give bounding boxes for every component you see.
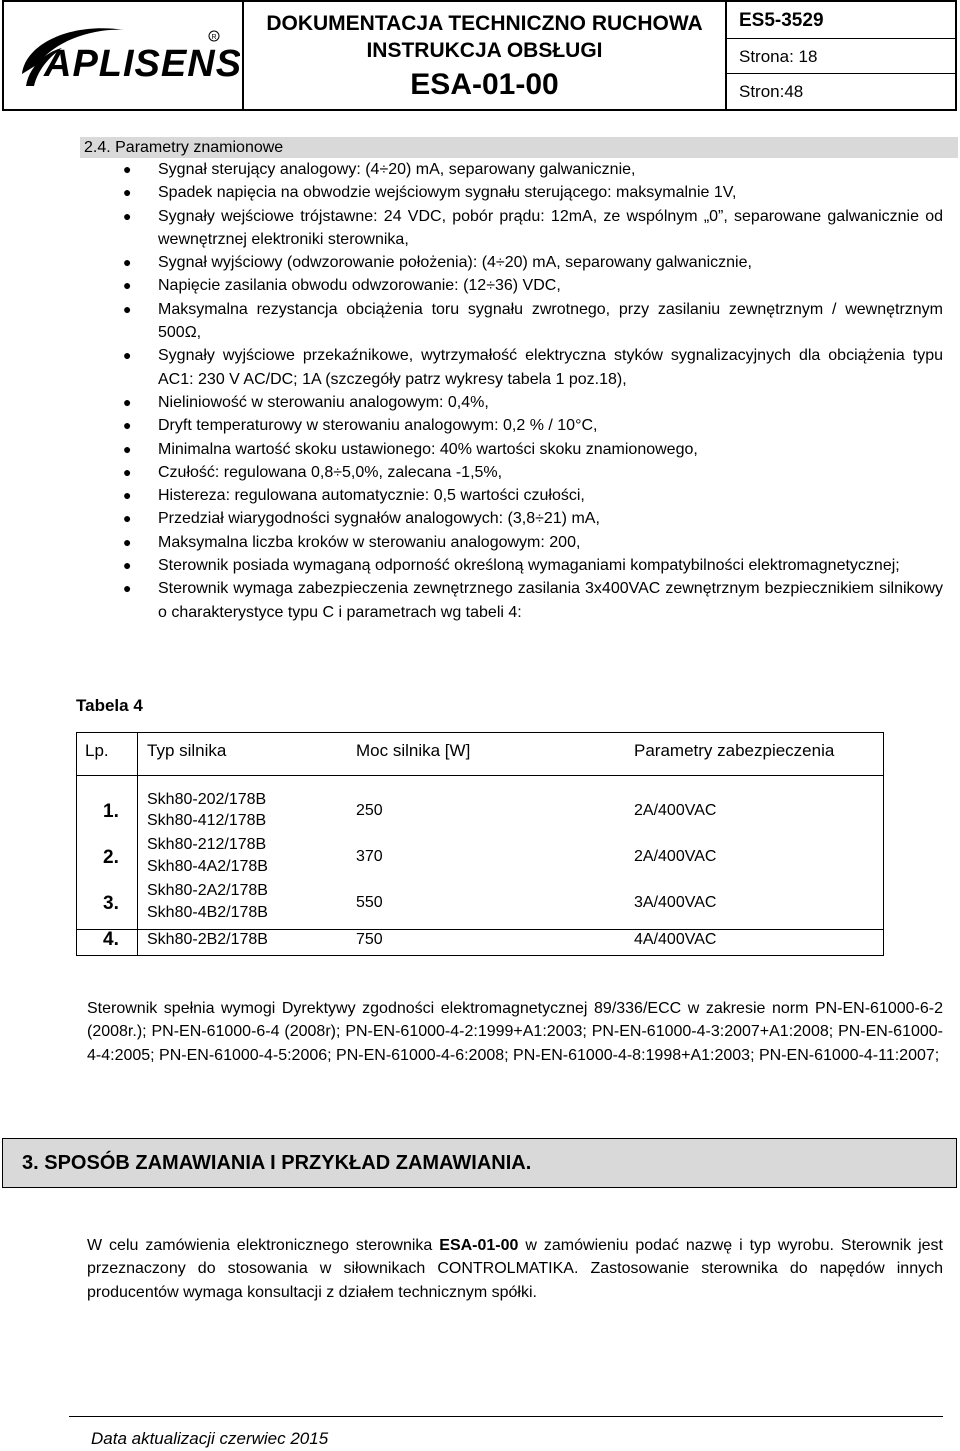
ordering-text: W celu zamówienia elektronicznego sterownika [87, 1237, 440, 1254]
parameter-item [123, 274, 943, 297]
header-title-line1: DOKUMENTACJA TECHNICZNO RUCHOWA [266, 12, 703, 35]
bullet-icon: ● [123, 510, 132, 527]
parameter-item [123, 298, 943, 345]
bullet-icon: ● [123, 417, 132, 434]
bullet-icon: ● [123, 487, 132, 504]
table-column-divider [137, 733, 138, 955]
bullet-icon: ● [123, 161, 132, 177]
product-code-bold: ESA-01-00 [439, 1237, 519, 1254]
protection-value: 2A/400VAC [634, 802, 717, 819]
bullet-icon: ● [123, 580, 132, 597]
aplisens-logo [4, 2, 244, 109]
parameter-item [123, 205, 943, 252]
protection-value: 4A/400VAC [634, 931, 717, 948]
section-heading-2-4: 2.4. Parametry znamionowe [80, 137, 958, 158]
parameter-text: Sygnały wyjściowe przekaźnikowe, wytrzymałość elektryczna styków sygnalizacyjnych dla obciążenia typu AC1: 230 V AC/DC; 1A (szczegóły patrz wykresy tabela 1 poz.18), [158, 347, 943, 388]
ordering-paragraph [87, 1234, 943, 1304]
motor-type: Skh80-4A2/178B [147, 858, 268, 875]
parameter-text: Przedział wiarygodności sygnałów analogowych: (3,8÷21) mA, [158, 510, 600, 528]
motor-type: Skh80-4B2/178B [147, 904, 268, 921]
bullet-icon: ● [123, 277, 132, 294]
protection-value: 3A/400VAC [634, 894, 717, 911]
footer-rule [69, 1416, 943, 1417]
parameter-text: Sygnał sterujący analogowy: (4÷20) mA, separowany galwanicznie, [158, 161, 636, 178]
motor-power: 370 [356, 848, 383, 865]
parameter-item [123, 158, 943, 181]
motor-power: 250 [356, 802, 383, 819]
parameter-item [123, 438, 943, 461]
column-header-lp: Lp. [85, 741, 109, 760]
parameter-item [123, 344, 943, 391]
motor-protection-table [76, 732, 884, 956]
motor-type: Skh80-202/178B [147, 791, 267, 808]
parameter-text: Sygnał wyjściowy (odwzorowanie położenia): (4÷20) mA, separowany galwanicznie, [158, 254, 752, 272]
parameter-item [123, 507, 943, 530]
doc-code: ES5-3529 [727, 2, 955, 39]
parameter-text: Sterownik wymaga zabezpieczenia zewnętrznego zasilania 3x400VAC zewnętrznym bezpiecznikiem silnikowy o charakterystyce typu C i parametrach wg tabeli 4: [158, 580, 943, 621]
header-info-block [727, 2, 955, 109]
bullet-icon: ● [123, 533, 132, 550]
parameter-text: Czułość: regulowana 0,8÷5,0%, zalecana -1,5%, [158, 463, 503, 481]
motor-type: Skh80-2B2/178B [147, 931, 268, 948]
table-caption: Tabela 4 [76, 696, 143, 715]
parameter-text: Sterownik posiada wymaganą odporność określoną wymaganiami kompatybilności elektromagnetycznej; [158, 557, 900, 575]
parameter-text: Sygnały wejściowe trójstawne: 24 VDC, pobór prądu: 12mA, ze wspólnym „0”, separowane galwanicznie od wewnętrznej elektroniki sterownika, [158, 207, 943, 248]
header-title-block [244, 2, 727, 109]
row-number: 3. [103, 893, 119, 914]
section-heading-3: 3. SPOSÓB ZAMAWIANIA I PRZYKŁAD ZAMAWIANIA. [2, 1138, 957, 1188]
bullet-icon: ● [123, 184, 132, 201]
header-product-code: ESA-01-00 [410, 68, 559, 101]
parameter-item [123, 531, 943, 554]
column-header-motor-type: Typ silnika [147, 741, 227, 760]
parameter-item [123, 181, 943, 204]
ordering-text: w zamówieniu podać nazwę i typ wyrobu. Sterownik jest przeznaczony do stosowania w siłownikach CONTROLMATIKA. Zastosowanie sterownika do napędów innych producentów wymaga konsultacji z działem technicznym spółki. [87, 1237, 943, 1301]
bullet-icon: ● [123, 393, 132, 410]
parameter-text: Spadek napięcia na obwodzie wejściowym sygnału sterującego: maksymalnie 1V, [158, 184, 737, 202]
bullet-icon: ● [123, 440, 132, 457]
parameter-item [123, 391, 943, 414]
emc-compliance-paragraph: Sterownik spełnia wymogi Dyrektywy zgodności elektromagnetycznej 89/336/ECC w zakresie norm PN-EN-61000-6-2 (2008r.); PN-EN-61000-6-4 (2008r); PN-EN-61000-4-2:1999+A1:2003; PN-EN-61000-4-3:2007+A1:2008; PN-EN-61000-4-4:2005; PN-EN-61000-4-5:2006; PN-EN-61000-4-6:2008; PN-EN-61000-4-8:1998+A1:2003; PN-EN-61000-4-11:2007; [87, 1000, 943, 1064]
parameter-text: Dryft temperaturowy w sterowaniu analogowym: 0,2 % / 10°C, [158, 417, 598, 435]
row-number: 2. [103, 847, 119, 868]
parameter-item [123, 251, 943, 274]
motor-type: Skh80-412/178B [147, 812, 267, 829]
svg-text:R: R [211, 34, 217, 41]
motor-type: Skh80-2A2/178B [147, 882, 268, 899]
parameter-text: Histereza: regulowana automatycznie: 0,5 wartości czułości, [158, 487, 585, 505]
footer-update-date: Data aktualizacji czerwiec 2015 [91, 1429, 329, 1448]
table-header-divider [77, 775, 883, 776]
motor-type: Skh80-212/178B [147, 836, 267, 853]
bullet-icon: ● [123, 207, 132, 224]
svg-text:APLISENS: APLISENS [44, 43, 240, 85]
page-count: Stron:48 [739, 82, 804, 101]
parameter-item [123, 577, 943, 624]
parameter-text: Napięcie zasilania obwodu odwzorowanie: (12÷36) VDC, [158, 277, 561, 295]
motor-power: 550 [356, 894, 383, 911]
parameter-text: Nieliniowość w sterowaniu analogowym: 0,4%, [158, 393, 489, 411]
table-row-divider [77, 929, 883, 930]
bullet-icon: ● [123, 300, 132, 317]
parameter-item [123, 414, 943, 437]
protection-value: 2A/400VAC [634, 848, 717, 865]
bullet-icon: ● [123, 557, 132, 574]
parameter-text: Maksymalna liczba kroków w sterowaniu analogowym: 200, [158, 533, 581, 551]
page-number: Strona: 18 [727, 39, 955, 74]
parameter-text: Maksymalna rezystancja obciążenia toru sygnału zwrotnego, przy zasilaniu zewnętrznym / wewnętrznym 500Ω, [158, 300, 943, 342]
header-title-line2: INSTRUKCJA OBSŁUGI [366, 39, 603, 62]
column-header-power: Moc silnika [W] [356, 741, 471, 760]
bullet-icon: ● [123, 463, 132, 480]
parameters-list [123, 158, 943, 624]
bullet-icon: ● [123, 254, 132, 271]
motor-power: 750 [356, 931, 383, 948]
parameter-text: Minimalna wartość skoku ustawionego: 40% wartości skoku znamionowego, [158, 440, 698, 458]
column-header-protection: Parametry zabezpieczenia [634, 741, 835, 760]
document-header [2, 0, 957, 111]
parameter-item [123, 484, 943, 507]
parameter-item [123, 554, 943, 577]
row-number: 1. [103, 801, 119, 822]
parameter-item [123, 461, 943, 484]
bullet-icon: ● [123, 347, 132, 364]
row-number: 4. [103, 929, 119, 950]
